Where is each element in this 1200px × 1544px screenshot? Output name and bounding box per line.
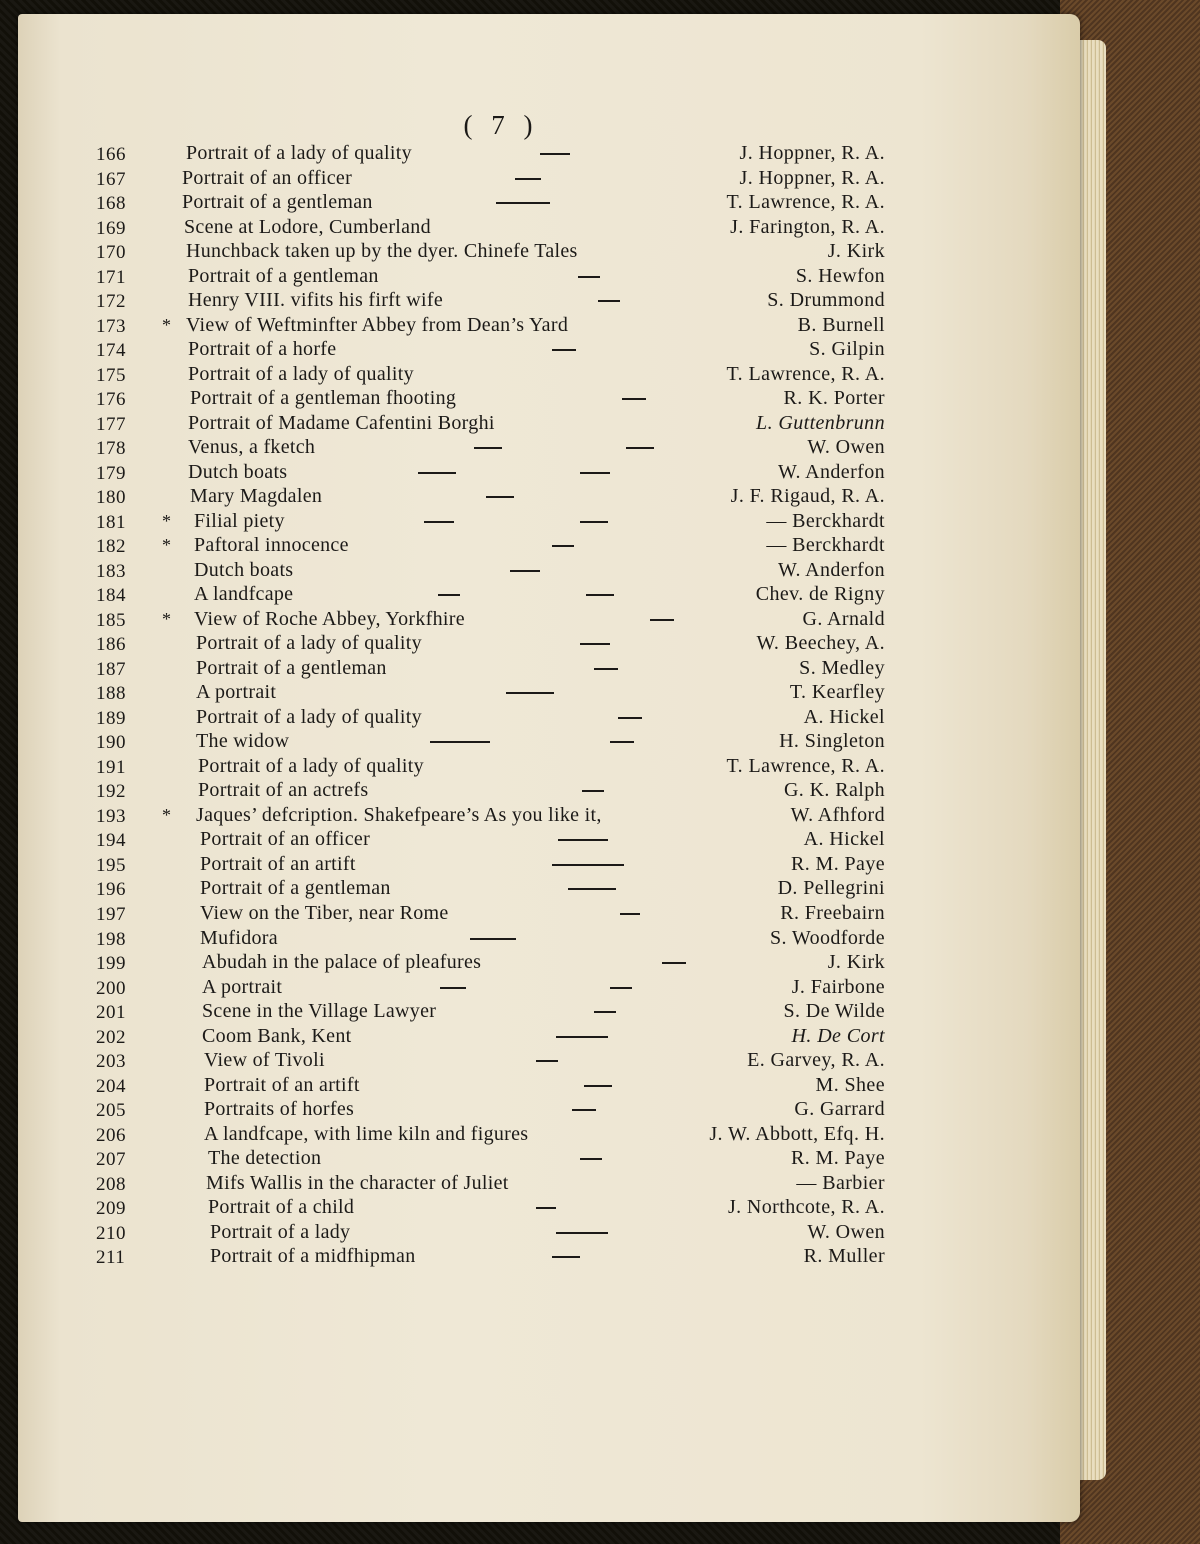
entry-artist: J. Kirk <box>827 240 885 263</box>
catalogue-entry <box>0 1221 1080 1246</box>
dash-rule <box>515 178 541 180</box>
entry-title: Mufidora <box>200 926 278 949</box>
entry-artist: W. Anderfon <box>778 558 885 581</box>
entry-title: Portrait of a gentleman <box>182 191 373 214</box>
entry-title: Portrait of an officer <box>200 828 371 851</box>
catalogue-entry <box>0 779 1080 804</box>
entry-artist: W. Anderfon <box>778 460 885 483</box>
entry-artist: D. Pellegrini <box>777 877 885 900</box>
dash-rule <box>438 594 460 596</box>
entry-artist: W. Owen <box>807 436 885 459</box>
entry-title: Hunchback taken up by the dyer. Chinefe Tales <box>186 240 578 263</box>
dash-rule <box>626 447 654 449</box>
dash-rule <box>610 987 632 989</box>
entry-title: Portrait of a lady of quality <box>186 142 412 164</box>
dash-rule <box>556 1232 608 1234</box>
catalogue-entry <box>0 289 1080 314</box>
entry-number: 193 <box>96 805 126 827</box>
catalogue-entry <box>0 1025 1080 1050</box>
entry-artist: S. Hewfon <box>795 264 885 287</box>
entry-artist: G. K. Ralph <box>783 779 885 802</box>
dash-rule <box>430 741 490 743</box>
catalogue-entry <box>0 510 1080 535</box>
dash-rule <box>552 545 574 547</box>
entry-title: Venus, a fketch <box>188 436 316 459</box>
entry-title: Coom Bank, Kent <box>202 1024 352 1047</box>
entry-number: 211 <box>96 1247 126 1269</box>
entry-artist: S. Drummond <box>767 289 885 312</box>
dash-rule <box>556 1036 608 1038</box>
dash-rule <box>506 692 554 694</box>
dash-rule <box>618 717 642 719</box>
entry-artist: J. W. Abbott, Efq. H. <box>709 1122 885 1145</box>
entry-title: View on the Tiber, near Rome <box>200 901 449 924</box>
catalogue-entry <box>0 657 1080 682</box>
dash-rule <box>662 962 686 964</box>
entry-number: 195 <box>96 854 126 876</box>
dash-rule <box>580 472 610 474</box>
catalogue-entry <box>0 191 1080 216</box>
entry-title: Dutch boats <box>188 460 288 483</box>
dash-rule <box>582 790 604 792</box>
entry-artist: A. Hickel <box>803 705 885 728</box>
entry-artist: — Berckhardt <box>766 534 885 557</box>
entry-title: Scene at Lodore, Cumberland <box>184 215 431 238</box>
entry-title: View of Tivoli <box>204 1049 325 1072</box>
catalogue-entry <box>0 1098 1080 1123</box>
entry-number: 169 <box>96 217 126 239</box>
catalogue-entry <box>0 804 1080 829</box>
catalogue-entry <box>0 461 1080 486</box>
entry-title: Portrait of a lady of quality <box>188 362 414 385</box>
entry-number: 174 <box>96 340 126 362</box>
entry-number: 183 <box>96 560 126 582</box>
entry-title: Mary Magdalen <box>190 485 323 508</box>
entry-number: 181 <box>96 511 126 533</box>
dash-rule <box>578 276 600 278</box>
asterisk-mark: * <box>162 314 171 335</box>
entry-artist: J. Hoppner, R. A. <box>739 142 885 164</box>
entry-number: 180 <box>96 487 126 509</box>
entry-number: 170 <box>96 242 126 264</box>
entry-artist: T. Kearfley <box>789 681 885 704</box>
entry-title: Dutch boats <box>194 558 294 581</box>
asterisk-mark: * <box>162 608 171 629</box>
dash-rule <box>584 1085 612 1087</box>
entry-title: Portrait of a midfhipman <box>210 1245 416 1268</box>
dash-rule <box>586 594 614 596</box>
catalogue-entry <box>0 142 1080 167</box>
entry-artist: R. M. Paye <box>791 852 885 875</box>
catalogue-entry <box>0 412 1080 437</box>
dash-rule <box>622 398 646 400</box>
catalogue-entry <box>0 387 1080 412</box>
entry-number: 199 <box>96 953 126 975</box>
dash-rule <box>620 913 640 915</box>
entry-artist: T. Lawrence, R. A. <box>726 362 885 385</box>
catalogue-entry <box>0 265 1080 290</box>
entry-number: 189 <box>96 707 126 729</box>
entry-title: Portrait of a lady of quality <box>198 754 424 777</box>
entry-title: Henry VIII. vifits his firft wife <box>188 289 444 312</box>
dash-rule <box>536 1060 558 1062</box>
catalogue-entry <box>0 1049 1080 1074</box>
dash-rule <box>580 643 610 645</box>
catalogue-entry <box>0 681 1080 706</box>
entry-title: Portrait of a lady <box>210 1220 351 1243</box>
dash-rule <box>552 349 576 351</box>
entry-number: 168 <box>96 193 126 215</box>
entry-title: Portrait of a gentleman <box>200 877 391 900</box>
entry-artist: S. De Wilde <box>783 1000 885 1023</box>
entry-title: Mifs Wallis in the character of Juliet <box>206 1171 509 1194</box>
dash-rule <box>496 202 550 204</box>
catalogue-entry <box>0 1147 1080 1172</box>
entry-number: 182 <box>96 536 126 558</box>
catalogue-entry <box>0 976 1080 1001</box>
dash-rule <box>486 496 514 498</box>
entry-artist: A. Hickel <box>803 828 885 851</box>
page-number: ( 7 ) <box>463 110 539 140</box>
entry-number: 172 <box>96 291 126 313</box>
catalogue-entry <box>0 1000 1080 1025</box>
entry-artist: — Berckhardt <box>766 509 885 532</box>
catalogue-entry <box>0 927 1080 952</box>
entry-title: Portrait of a gentleman <box>188 264 379 287</box>
entry-number: 208 <box>96 1173 126 1195</box>
entry-artist: W. Afhford <box>790 803 885 826</box>
asterisk-mark: * <box>162 804 171 825</box>
entry-artist: J. F. Rigaud, R. A. <box>730 485 885 508</box>
entry-number: 187 <box>96 658 126 680</box>
entry-number: 209 <box>96 1198 126 1220</box>
catalogue-entry <box>0 559 1080 584</box>
entry-title: Jaques’ defcription. Shakefpeare’s As you like it, <box>196 803 602 826</box>
catalogue-entry <box>0 485 1080 510</box>
dash-rule <box>594 668 618 670</box>
asterisk-mark: * <box>162 510 171 531</box>
catalogue-entry <box>0 853 1080 878</box>
entry-title: A portrait <box>202 975 283 998</box>
entry-title: Paftoral innocence <box>194 534 349 557</box>
entry-number: 167 <box>96 168 126 190</box>
catalogue-entry <box>0 1245 1080 1270</box>
entry-title: Portrait of a gentleman fhooting <box>190 387 457 410</box>
dash-rule <box>598 300 620 302</box>
catalogue-entry <box>0 951 1080 976</box>
dash-rule <box>594 1011 616 1013</box>
entry-artist: S. Medley <box>799 656 885 679</box>
entry-number: 173 <box>96 315 126 337</box>
dash-rule <box>610 741 634 743</box>
entry-number: 198 <box>96 928 126 950</box>
entry-title: Abudah in the palace of pleafures <box>202 951 482 974</box>
catalogue-entry <box>0 706 1080 731</box>
entry-number: 179 <box>96 462 126 484</box>
entry-artist: G. Garrard <box>794 1098 885 1121</box>
entry-title: The detection <box>208 1147 322 1170</box>
entry-artist: L. Guttenbrunn <box>756 411 885 434</box>
entry-title: View of Roche Abbey, Yorkfhire <box>194 607 465 630</box>
entry-number: 202 <box>96 1026 126 1048</box>
entry-number: 191 <box>96 756 126 778</box>
entry-title: Portrait of an artift <box>204 1073 360 1096</box>
asterisk-mark: * <box>162 535 171 556</box>
entry-number: 203 <box>96 1051 126 1073</box>
dash-rule <box>540 153 570 155</box>
entry-artist: S. Woodforde <box>769 926 885 949</box>
catalogue-entry <box>0 877 1080 902</box>
entry-artist: H. Singleton <box>779 730 885 753</box>
entry-artist: B. Burnell <box>797 313 885 336</box>
dash-rule <box>424 521 454 523</box>
entry-number: 196 <box>96 879 126 901</box>
entry-title: Portrait of an actrefs <box>198 779 369 802</box>
entry-number: 200 <box>96 977 126 999</box>
catalogue-entry <box>0 608 1080 633</box>
entry-number: 177 <box>96 413 126 435</box>
catalogue-list <box>0 142 1080 1292</box>
entry-artist: T. Lawrence, R. A. <box>726 191 885 214</box>
entry-title: Portrait of an officer <box>182 166 353 189</box>
catalogue-entry <box>0 436 1080 461</box>
entry-artist: W. Owen <box>807 1220 885 1243</box>
dash-rule <box>580 1158 602 1160</box>
entry-number: 176 <box>96 389 126 411</box>
dash-rule <box>552 864 624 866</box>
dash-rule <box>650 619 674 621</box>
entry-title: Portrait of a child <box>208 1196 355 1219</box>
entry-number: 194 <box>96 830 126 852</box>
entry-title: Filial piety <box>194 509 285 532</box>
entry-artist: S. Gilpin <box>809 338 885 361</box>
catalogue-entry <box>0 1196 1080 1221</box>
dash-rule <box>440 987 466 989</box>
entry-artist: J. Northcote, R. A. <box>727 1196 885 1219</box>
entry-title: Portrait of a gentleman <box>196 656 387 679</box>
entry-number: 186 <box>96 634 126 656</box>
entry-artist: Chev. de Rigny <box>755 583 885 606</box>
catalogue-entry <box>0 632 1080 657</box>
catalogue-entry <box>0 338 1080 363</box>
entry-number: 178 <box>96 438 126 460</box>
entry-artist: M. Shee <box>815 1073 885 1096</box>
catalogue-entry <box>0 902 1080 927</box>
catalogue-entry <box>0 363 1080 388</box>
entry-artist: R. Muller <box>803 1245 885 1268</box>
dash-rule <box>558 839 608 841</box>
entry-number: 171 <box>96 266 126 288</box>
catalogue-entry <box>0 730 1080 755</box>
entry-title: The widow <box>196 730 290 753</box>
catalogue-entry <box>0 1172 1080 1197</box>
entry-number: 188 <box>96 683 126 705</box>
entry-number: 175 <box>96 364 126 386</box>
entry-number: 197 <box>96 903 126 925</box>
entry-title: Scene in the Village Lawyer <box>202 1000 437 1023</box>
entry-artist: J. Fairbone <box>791 975 885 998</box>
catalogue-entry <box>0 240 1080 265</box>
catalogue-entry <box>0 216 1080 241</box>
catalogue-entry <box>0 828 1080 853</box>
entry-number: 192 <box>96 781 126 803</box>
dash-rule <box>470 938 516 940</box>
entry-title: Portrait of an artift <box>200 852 356 875</box>
entry-title: Portrait of a lady of quality <box>196 632 422 655</box>
entry-artist: R. K. Porter <box>783 387 885 410</box>
catalogue-entry <box>0 167 1080 192</box>
dash-rule <box>580 521 608 523</box>
entry-artist: J. Farington, R. A. <box>730 215 885 238</box>
entry-artist: J. Hoppner, R. A. <box>739 166 885 189</box>
entry-number: 184 <box>96 585 126 607</box>
dash-rule <box>536 1207 556 1209</box>
entry-number: 207 <box>96 1149 126 1171</box>
dash-rule <box>418 472 456 474</box>
dash-rule <box>572 1109 596 1111</box>
entry-number: 166 <box>96 144 126 165</box>
entry-number: 210 <box>96 1222 126 1244</box>
catalogue-entry <box>0 1123 1080 1148</box>
catalogue-entry <box>0 755 1080 780</box>
dash-rule <box>552 1256 580 1258</box>
entry-number: 204 <box>96 1075 126 1097</box>
entry-number: 206 <box>96 1124 126 1146</box>
entry-number: 205 <box>96 1100 126 1122</box>
entry-title: A landfcape, with lime kiln and figures <box>204 1122 529 1145</box>
dash-rule <box>474 447 502 449</box>
entry-artist: J. Kirk <box>827 951 885 974</box>
dash-rule <box>568 888 616 890</box>
catalogue-entry <box>0 583 1080 608</box>
entry-artist: R. M. Paye <box>791 1147 885 1170</box>
entry-title: Portrait of a horfe <box>188 338 337 361</box>
entry-title: Portrait of a lady of quality <box>196 705 422 728</box>
catalogue-entry <box>0 534 1080 559</box>
dash-rule <box>510 570 540 572</box>
entry-title: Portrait of Madame Cafentini Borghi <box>188 411 495 434</box>
entry-title: View of Weftminfter Abbey from Dean’s Yard <box>186 313 569 336</box>
entry-title: Portraits of horfes <box>204 1098 355 1121</box>
entry-title: A landfcape <box>194 583 294 606</box>
entry-artist: H. De Cort <box>791 1024 885 1047</box>
entry-artist: R. Freebairn <box>780 901 885 924</box>
entry-artist: T. Lawrence, R. A. <box>726 754 885 777</box>
entry-number: 201 <box>96 1002 126 1024</box>
catalogue-entry <box>0 1074 1080 1099</box>
entry-number: 185 <box>96 609 126 631</box>
entry-artist: — Barbier <box>796 1171 885 1194</box>
entry-artist: W. Beechey, A. <box>756 632 885 655</box>
entry-number: 190 <box>96 732 126 754</box>
entry-artist: G. Arnald <box>802 607 885 630</box>
entry-title: A portrait <box>196 681 277 704</box>
catalogue-entry <box>0 314 1080 339</box>
entry-artist: E. Garvey, R. A. <box>747 1049 885 1072</box>
